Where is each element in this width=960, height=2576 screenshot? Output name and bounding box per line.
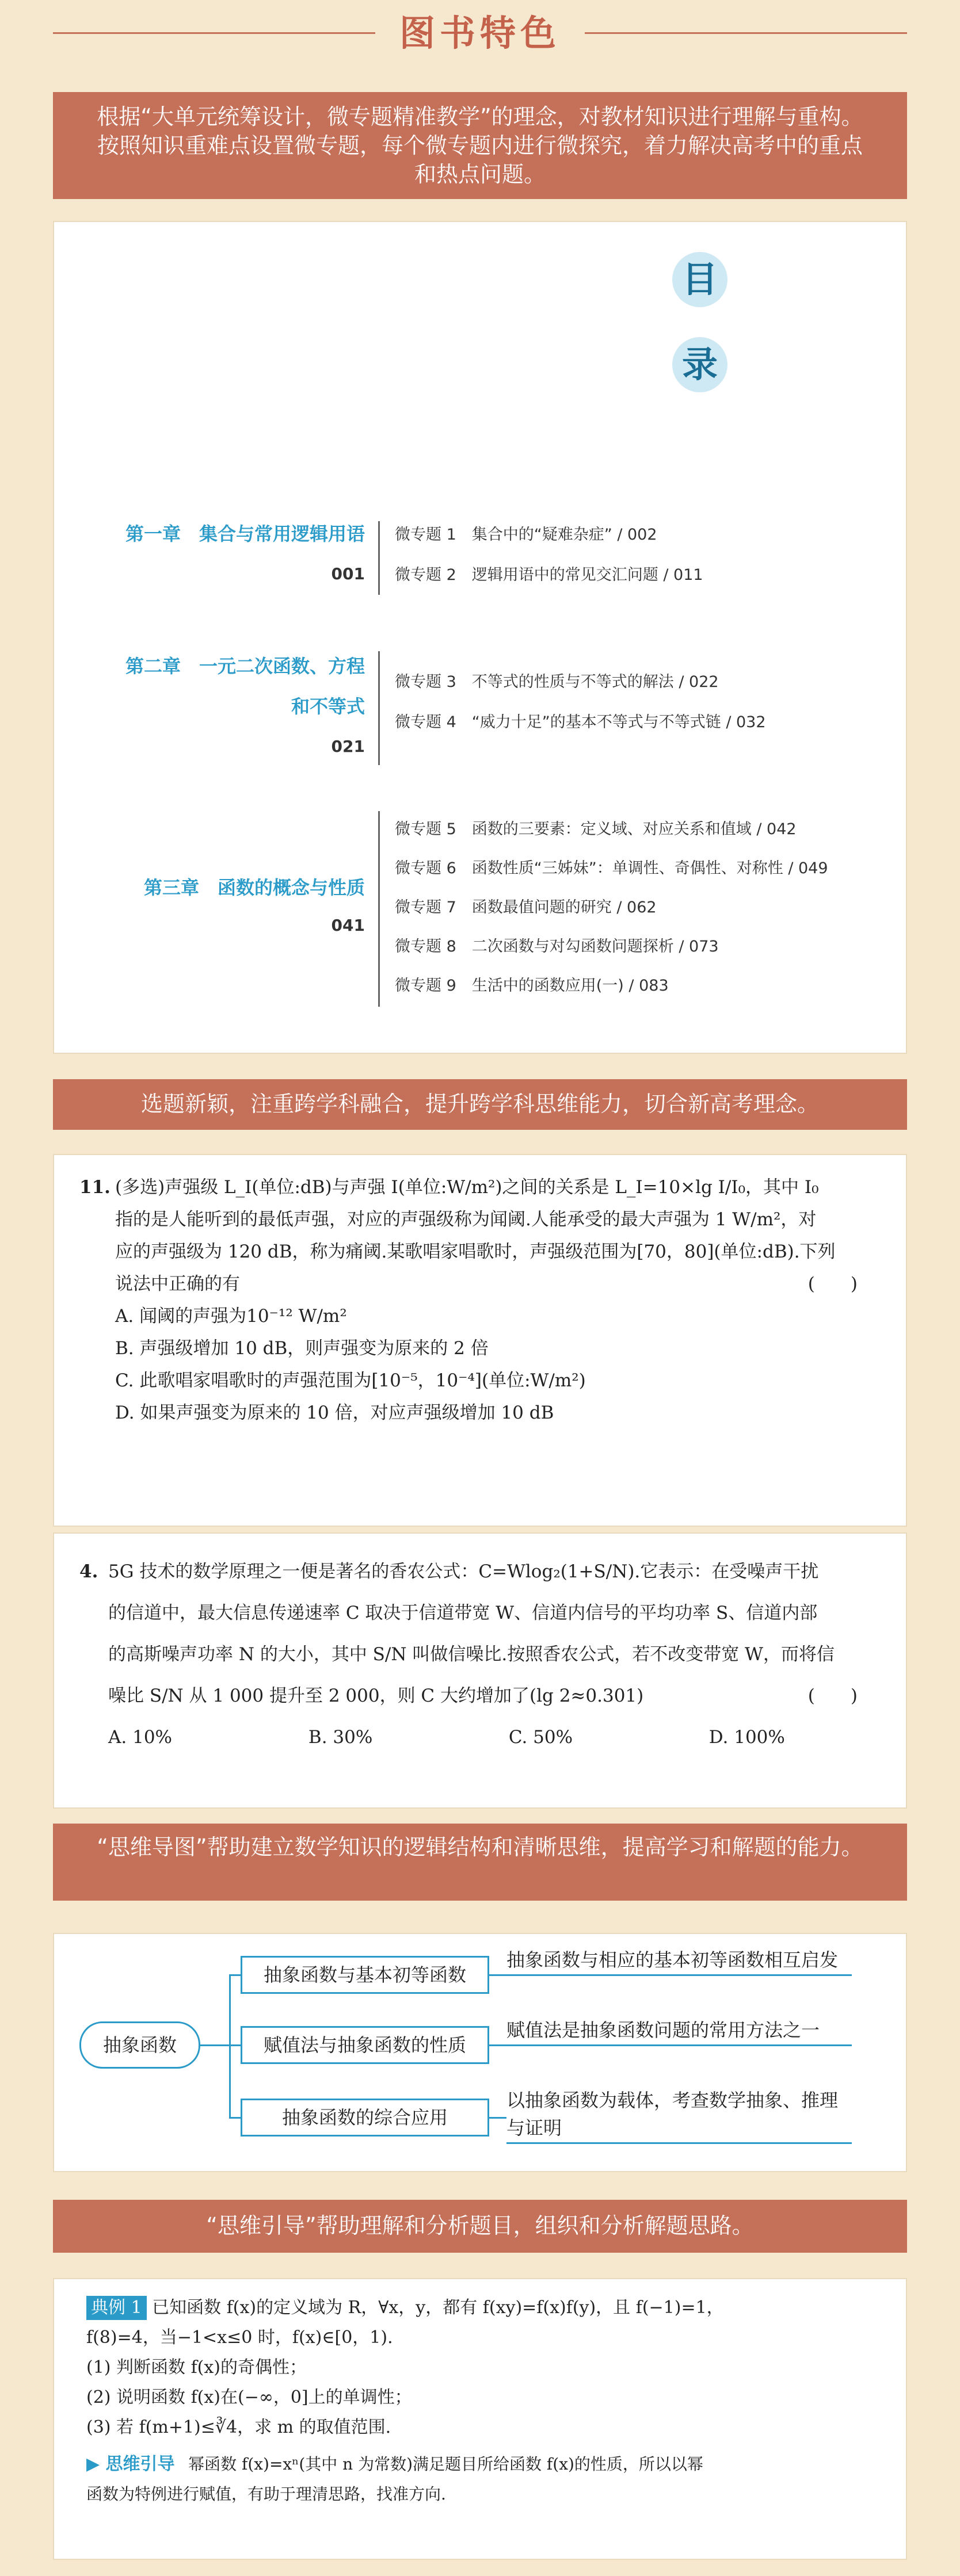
answer-blank[interactable]: ( ) [807, 1274, 858, 1294]
question-stem-line: (多选)声强级 L_I(单位:dB)与声强 I(单位:W/m²)之间的关系是 L_I=10×lg I/I₀，其中 I₀ [115, 1177, 819, 1198]
example-subquestion-2: (2) 说明函数 f(x)在(−∞，0]上的单调性； [86, 2387, 412, 2407]
toc-item[interactable]: 微专题 9 生活中的函数应用(一) / 083 [395, 977, 669, 995]
toc-item[interactable]: 微专题 5 函数的三要素：定义域、对应关系和值域 / 042 [395, 820, 797, 838]
chapter-page: 041 [331, 916, 365, 935]
mindmap-underline [506, 2142, 852, 2144]
example-line-1-row [86, 2293, 883, 2323]
question-stem-line: 指的是人能听到的最低声强，对应的声强级称为闻阈.人能承受的最大声强为 1 W/m²，对 [115, 1209, 817, 1230]
question-11 [79, 1171, 881, 1429]
options-row [79, 1717, 881, 1758]
mindmap-note-3-line-2: 与证明 [506, 2117, 562, 2139]
toc-chapter-1 [54, 521, 365, 602]
option-b[interactable]: B. 30% [308, 1727, 373, 1748]
mindmap-note-1: 抽象函数与相应的基本初等函数相互启发 [506, 1949, 839, 1971]
toc-item[interactable]: 微专题 6 函数性质“三姊妹”：单调性、奇偶性、对称性 / 049 [395, 859, 828, 877]
toc-item[interactable]: 微专题 4 “威力十足”的基本不等式与不等式链 / 032 [395, 713, 766, 731]
question-stem-line: 5G 技术的数学原理之一便是著名的香农公式：C=Wlog₂(1+S/N).它表示：在受噪声干扰 [108, 1561, 819, 1582]
toc-chapter-3 [54, 875, 365, 956]
chapter-page: 001 [331, 564, 365, 583]
option-d[interactable]: D. 如果声强变为原来的 10 倍，对应声强级增加 10 dB [115, 1402, 554, 1423]
toc-item[interactable]: 微专题 1 集合中的“疑难杂症” / 002 [395, 526, 657, 544]
mindmap-connector [489, 2117, 506, 2119]
question-stem-line: 说法中正确的有 [115, 1274, 240, 1294]
mindmap-underline [506, 2044, 852, 2046]
toc-item[interactable]: 微专题 2 逻辑用语中的常见交汇问题 / 011 [395, 566, 703, 584]
header-line-left [53, 32, 375, 34]
feature-banner-3: “思维导图”帮助建立数学知识的逻辑结构和清晰思维，提高学习和解题的能力。 [53, 1824, 907, 1901]
question-4 [79, 1551, 881, 1758]
guide-row [86, 2449, 883, 2479]
option-d[interactable]: D. 100% [708, 1727, 785, 1748]
mindmap-connector [229, 1974, 242, 1976]
question-stem-line: 的高斯噪声功率 N 的大小，其中 S/N 叫做信噪比.按照香农公式，若不改变带宽 W，而将信 [108, 1644, 835, 1665]
toc-item[interactable]: 微专题 7 函数最值问题的研究 / 062 [395, 899, 657, 916]
mindmap-branch-2[interactable]: 赋值法与抽象函数的性质 [241, 2026, 489, 2064]
mindmap-connector [489, 2044, 506, 2046]
question-stem-line: 应的声强级为 120 dB，称为痛阈.某歌唱家唱歌时，声强级范围为[70，80](单位:dB).下列 [115, 1241, 836, 1262]
page-title: 图书特色 [399, 12, 561, 54]
toc-divider-1 [378, 521, 380, 595]
toc-card [53, 221, 907, 1054]
mindmap-connector [229, 2044, 242, 2046]
toc-chapter-2 [54, 653, 365, 769]
chapter-page: 021 [331, 737, 365, 756]
mindmap-connector [229, 2117, 242, 2119]
chapter-title-line-2: 和不等式 [291, 695, 365, 717]
example-card [53, 2278, 907, 2560]
header-line-right [585, 32, 907, 34]
mindmap-note-3: 以抽象函数为载体，考查数学抽象、推理 [506, 2089, 839, 2111]
mindmap-root[interactable]: 抽象函数 [79, 2021, 200, 2069]
guide-text-line-2: 函数为特例进行赋值，有助于理清思路，找准方向. [86, 2485, 446, 2504]
question-stem-line: 的信道中，最大信息传递速率 C 取决于信道带宽 W、信道内信号的平均功率 S、信道内部 [108, 1603, 818, 1623]
answer-blank[interactable]: ( ) [807, 1686, 858, 1706]
chapter-title: 第二章 一元二次函数、方程 [125, 655, 365, 677]
guide-label: ▶ 思维引导 [86, 2454, 175, 2474]
question-number: 11. [79, 1177, 111, 1198]
mindmap-note-2: 赋值法是抽象函数问题的常用方法之一 [506, 2019, 820, 2041]
question-stem-row [79, 1675, 881, 1717]
question-number: 4. [79, 1561, 98, 1582]
mindmap-underline [506, 1974, 852, 1976]
question-stem-row [79, 1268, 881, 1300]
example-line: f(8)=4，当−1<x≤0 时，f(x)∈[0，1). [86, 2327, 393, 2348]
toc-title-char-1: 目 [672, 252, 727, 307]
toc-item[interactable]: 微专题 8 二次函数与对勾函数问题探析 / 073 [395, 938, 719, 956]
chapter-title: 第一章 集合与常用逻辑用语 [125, 523, 365, 545]
mindmap-connector [489, 1974, 506, 1976]
option-c[interactable]: C. 此歌唱家唱歌时的声强范围为[10⁻⁵，10⁻⁴](单位:W/m²) [115, 1370, 586, 1391]
toc-item[interactable]: 微专题 3 不等式的性质与不等式的解法 / 022 [395, 673, 719, 691]
question-4-card [53, 1532, 907, 1809]
toc-title-char-2: 录 [672, 337, 727, 392]
option-c[interactable]: C. 50% [508, 1727, 573, 1748]
example-subquestion-1: (1) 判断函数 f(x)的奇偶性； [86, 2357, 307, 2378]
feature-banner-4: “思维引导”帮助理解和分析题目，组织和分析解题思路。 [53, 2200, 907, 2253]
example-subquestion-3: (3) 若 f(m+1)≤∛4，求 m 的取值范围. [86, 2417, 391, 2437]
example-line: 已知函数 f(x)的定义域为 R，∀x，y，都有 f(xy)=f(x)f(y)，且 f(−1)=1， [152, 2298, 724, 2318]
chapter-title: 第三章 函数的概念与性质 [143, 877, 365, 899]
mindmap-connector [200, 2044, 230, 2046]
feature-banner-1: 根据“大单元统筹设计，微专题精准教学”的理念，对教材知识进行理解与重构。按照知识重难点设置微专题，每个微专题内进行微探究，着力解决高考中的重点和热点问题。 [53, 92, 907, 199]
question-11-card [53, 1154, 907, 1527]
toc-divider-2 [378, 651, 380, 765]
feature-banner-2: 选题新颖，注重跨学科融合，提升跨学科思维能力，切合新高考理念。 [53, 1079, 907, 1130]
mindmap-connector [229, 1974, 231, 2118]
example-tag: 典例 1 [86, 2296, 147, 2320]
toc-divider-3 [378, 811, 380, 1007]
mindmap-branch-1[interactable]: 抽象函数与基本初等函数 [241, 1956, 489, 1994]
mindmap-card [53, 1933, 907, 2172]
guide-text: 幂函数 f(x)=xⁿ(其中 n 为常数)满足题目所给函数 f(x)的性质，所以以幂 [188, 2455, 703, 2474]
mindmap-branch-3[interactable]: 抽象函数的综合应用 [241, 2099, 489, 2137]
option-b[interactable]: B. 声强级增加 10 dB，则声强变为原来的 2 倍 [115, 1338, 489, 1359]
question-stem-line: 噪比 S/N 从 1 000 提升至 2 000，则 C 大约增加了(lg 2≈0.301) [108, 1686, 644, 1706]
option-a[interactable]: A. 闻阈的声强为10⁻¹² W/m² [115, 1306, 347, 1327]
option-a[interactable]: A. 10% [108, 1727, 172, 1748]
